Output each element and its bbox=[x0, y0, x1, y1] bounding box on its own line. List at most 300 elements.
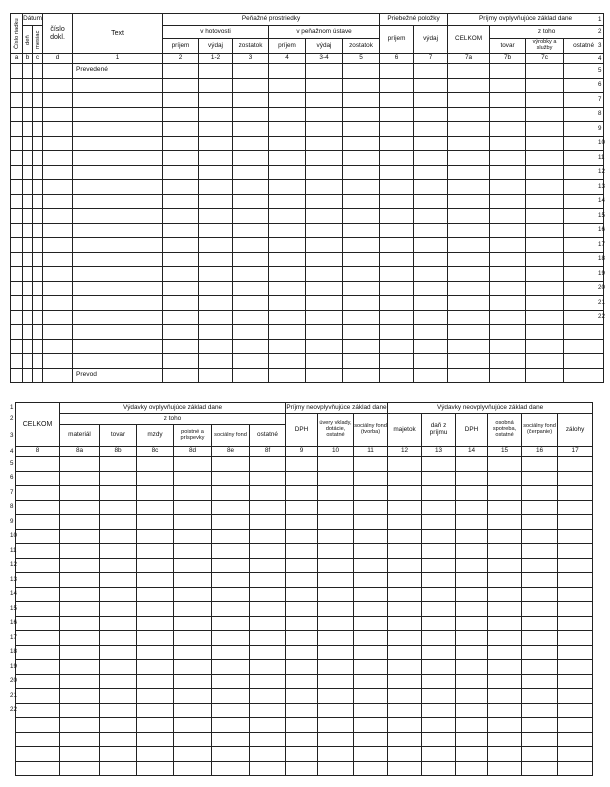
entry-cell[interactable] bbox=[414, 339, 448, 354]
entry-cell[interactable] bbox=[100, 500, 137, 515]
entry-cell[interactable] bbox=[318, 616, 354, 631]
entry-cell[interactable] bbox=[163, 238, 199, 253]
entry-cell[interactable] bbox=[306, 252, 343, 267]
entry-cell[interactable] bbox=[522, 558, 558, 573]
entry-cell[interactable] bbox=[422, 602, 456, 617]
entry-cell[interactable] bbox=[212, 747, 250, 762]
entry-cell[interactable] bbox=[414, 122, 448, 137]
entry-cell[interactable] bbox=[488, 747, 522, 762]
entry-cell[interactable] bbox=[380, 180, 414, 195]
entry-cell[interactable] bbox=[199, 223, 233, 238]
entry-cell[interactable] bbox=[318, 486, 354, 501]
entry-cell[interactable] bbox=[174, 457, 212, 472]
entry-cell[interactable] bbox=[33, 194, 43, 209]
entry-cell[interactable] bbox=[526, 151, 564, 166]
entry-cell[interactable] bbox=[212, 515, 250, 530]
entry-cell[interactable] bbox=[414, 136, 448, 151]
entry-cell[interactable] bbox=[526, 223, 564, 238]
entry-cell[interactable] bbox=[23, 165, 33, 180]
entry-cell[interactable] bbox=[174, 616, 212, 631]
entry-cell[interactable] bbox=[388, 529, 422, 544]
entry-cell[interactable] bbox=[558, 631, 593, 646]
entry-cell[interactable] bbox=[16, 515, 60, 530]
entry-cell[interactable] bbox=[286, 558, 318, 573]
entry-cell[interactable] bbox=[448, 136, 490, 151]
entry-cell[interactable] bbox=[522, 587, 558, 602]
entry-cell[interactable] bbox=[343, 354, 380, 369]
entry-cell[interactable] bbox=[388, 660, 422, 675]
entry-cell[interactable] bbox=[318, 689, 354, 704]
entry-cell[interactable] bbox=[490, 122, 526, 137]
entry-cell[interactable] bbox=[343, 339, 380, 354]
entry-cell[interactable] bbox=[380, 325, 414, 340]
entry-cell[interactable] bbox=[199, 339, 233, 354]
entry-cell[interactable] bbox=[137, 674, 174, 689]
entry-cell[interactable] bbox=[306, 93, 343, 108]
entry-cell[interactable] bbox=[100, 674, 137, 689]
entry-cell[interactable] bbox=[380, 78, 414, 93]
entry-cell[interactable] bbox=[422, 761, 456, 776]
entry-cell[interactable] bbox=[558, 747, 593, 762]
entry-cell[interactable] bbox=[286, 529, 318, 544]
entry-cell[interactable] bbox=[33, 107, 43, 122]
entry-cell[interactable] bbox=[448, 310, 490, 325]
entry-cell[interactable] bbox=[286, 602, 318, 617]
entry-cell[interactable] bbox=[354, 457, 388, 472]
entry-cell[interactable] bbox=[16, 674, 60, 689]
entry-cell[interactable] bbox=[343, 78, 380, 93]
entry-cell[interactable] bbox=[354, 747, 388, 762]
entry-cell[interactable] bbox=[422, 558, 456, 573]
entry-cell[interactable] bbox=[306, 78, 343, 93]
entry-cell[interactable] bbox=[100, 471, 137, 486]
entry-cell[interactable] bbox=[33, 238, 43, 253]
entry-cell[interactable] bbox=[354, 558, 388, 573]
entry-cell[interactable] bbox=[60, 457, 100, 472]
text-cell[interactable] bbox=[73, 354, 163, 369]
entry-cell[interactable] bbox=[11, 78, 23, 93]
entry-cell[interactable] bbox=[388, 587, 422, 602]
entry-cell[interactable] bbox=[318, 602, 354, 617]
entry-cell[interactable] bbox=[448, 122, 490, 137]
entry-cell[interactable] bbox=[380, 252, 414, 267]
entry-cell[interactable] bbox=[137, 761, 174, 776]
entry-cell[interactable] bbox=[522, 616, 558, 631]
entry-cell[interactable] bbox=[269, 296, 306, 311]
entry-cell[interactable] bbox=[306, 339, 343, 354]
entry-cell[interactable] bbox=[60, 573, 100, 588]
entry-cell[interactable] bbox=[388, 747, 422, 762]
entry-cell[interactable] bbox=[16, 703, 60, 718]
entry-cell[interactable] bbox=[306, 180, 343, 195]
entry-cell[interactable] bbox=[526, 136, 564, 151]
entry-cell[interactable] bbox=[233, 122, 269, 137]
entry-cell[interactable] bbox=[23, 252, 33, 267]
entry-cell[interactable] bbox=[456, 616, 488, 631]
entry-cell[interactable] bbox=[354, 486, 388, 501]
entry-cell[interactable] bbox=[343, 122, 380, 137]
text-cell[interactable] bbox=[73, 223, 163, 238]
entry-cell[interactable] bbox=[33, 281, 43, 296]
entry-cell[interactable] bbox=[233, 252, 269, 267]
entry-cell[interactable] bbox=[526, 238, 564, 253]
entry-cell[interactable] bbox=[388, 616, 422, 631]
entry-cell[interactable] bbox=[137, 718, 174, 733]
entry-cell[interactable] bbox=[11, 238, 23, 253]
entry-cell[interactable] bbox=[526, 107, 564, 122]
entry-cell[interactable] bbox=[212, 732, 250, 747]
entry-cell[interactable] bbox=[422, 573, 456, 588]
entry-cell[interactable] bbox=[448, 194, 490, 209]
entry-cell[interactable] bbox=[388, 602, 422, 617]
entry-cell[interactable] bbox=[490, 194, 526, 209]
entry-cell[interactable] bbox=[33, 252, 43, 267]
entry-cell[interactable] bbox=[354, 616, 388, 631]
entry-cell[interactable] bbox=[23, 238, 33, 253]
entry-cell[interactable] bbox=[174, 558, 212, 573]
entry-cell[interactable] bbox=[250, 573, 286, 588]
entry-cell[interactable] bbox=[456, 761, 488, 776]
entry-cell[interactable] bbox=[422, 486, 456, 501]
entry-cell[interactable] bbox=[11, 252, 23, 267]
entry-cell[interactable] bbox=[43, 78, 73, 93]
entry-cell[interactable] bbox=[250, 747, 286, 762]
entry-cell[interactable] bbox=[306, 136, 343, 151]
entry-cell[interactable] bbox=[526, 165, 564, 180]
entry-cell[interactable] bbox=[16, 631, 60, 646]
entry-cell[interactable] bbox=[456, 544, 488, 559]
entry-cell[interactable] bbox=[23, 281, 33, 296]
entry-cell[interactable] bbox=[199, 122, 233, 137]
entry-cell[interactable] bbox=[558, 544, 593, 559]
entry-cell[interactable] bbox=[174, 645, 212, 660]
entry-cell[interactable] bbox=[488, 689, 522, 704]
entry-cell[interactable] bbox=[490, 296, 526, 311]
entry-cell[interactable] bbox=[16, 544, 60, 559]
entry-cell[interactable] bbox=[306, 368, 343, 383]
entry-cell[interactable] bbox=[286, 457, 318, 472]
entry-cell[interactable] bbox=[456, 486, 488, 501]
entry-cell[interactable] bbox=[137, 529, 174, 544]
entry-cell[interactable] bbox=[526, 122, 564, 137]
entry-cell[interactable] bbox=[100, 631, 137, 646]
entry-cell[interactable] bbox=[526, 93, 564, 108]
entry-cell[interactable] bbox=[286, 616, 318, 631]
entry-cell[interactable] bbox=[163, 368, 199, 383]
entry-cell[interactable] bbox=[354, 718, 388, 733]
entry-cell[interactable] bbox=[212, 703, 250, 718]
entry-cell[interactable] bbox=[100, 660, 137, 675]
entry-cell[interactable] bbox=[33, 354, 43, 369]
text-cell[interactable] bbox=[73, 122, 163, 137]
entry-cell[interactable] bbox=[163, 194, 199, 209]
entry-cell[interactable] bbox=[488, 573, 522, 588]
entry-cell[interactable] bbox=[558, 587, 593, 602]
entry-cell[interactable] bbox=[60, 500, 100, 515]
entry-cell[interactable] bbox=[43, 107, 73, 122]
entry-cell[interactable] bbox=[163, 281, 199, 296]
entry-cell[interactable] bbox=[306, 238, 343, 253]
text-cell[interactable] bbox=[73, 252, 163, 267]
entry-cell[interactable] bbox=[16, 558, 60, 573]
entry-cell[interactable] bbox=[137, 500, 174, 515]
entry-cell[interactable] bbox=[43, 368, 73, 383]
entry-cell[interactable] bbox=[414, 368, 448, 383]
entry-cell[interactable] bbox=[163, 223, 199, 238]
entry-cell[interactable] bbox=[43, 151, 73, 166]
entry-cell[interactable] bbox=[380, 238, 414, 253]
entry-cell[interactable] bbox=[233, 194, 269, 209]
entry-cell[interactable] bbox=[23, 325, 33, 340]
entry-cell[interactable] bbox=[286, 471, 318, 486]
entry-cell[interactable] bbox=[414, 310, 448, 325]
entry-cell[interactable] bbox=[16, 457, 60, 472]
entry-cell[interactable] bbox=[318, 660, 354, 675]
entry-cell[interactable] bbox=[199, 368, 233, 383]
entry-cell[interactable] bbox=[522, 486, 558, 501]
entry-cell[interactable] bbox=[456, 732, 488, 747]
entry-cell[interactable] bbox=[199, 209, 233, 224]
entry-cell[interactable] bbox=[60, 529, 100, 544]
entry-cell[interactable] bbox=[233, 368, 269, 383]
entry-cell[interactable] bbox=[490, 223, 526, 238]
entry-cell[interactable] bbox=[354, 703, 388, 718]
entry-cell[interactable] bbox=[60, 602, 100, 617]
entry-cell[interactable] bbox=[60, 587, 100, 602]
entry-cell[interactable] bbox=[526, 325, 564, 340]
entry-cell[interactable] bbox=[16, 645, 60, 660]
entry-cell[interactable] bbox=[490, 78, 526, 93]
entry-cell[interactable] bbox=[137, 689, 174, 704]
entry-cell[interactable] bbox=[212, 587, 250, 602]
entry-cell[interactable] bbox=[269, 267, 306, 282]
entry-cell[interactable] bbox=[250, 645, 286, 660]
entry-cell[interactable] bbox=[318, 558, 354, 573]
entry-cell[interactable] bbox=[388, 471, 422, 486]
entry-cell[interactable] bbox=[490, 238, 526, 253]
entry-cell[interactable] bbox=[199, 354, 233, 369]
entry-cell[interactable] bbox=[318, 573, 354, 588]
entry-cell[interactable] bbox=[354, 689, 388, 704]
entry-cell[interactable] bbox=[233, 93, 269, 108]
entry-cell[interactable] bbox=[490, 64, 526, 79]
entry-cell[interactable] bbox=[174, 515, 212, 530]
entry-cell[interactable] bbox=[33, 93, 43, 108]
entry-cell[interactable] bbox=[526, 78, 564, 93]
entry-cell[interactable] bbox=[250, 703, 286, 718]
entry-cell[interactable] bbox=[137, 747, 174, 762]
entry-cell[interactable] bbox=[558, 732, 593, 747]
entry-cell[interactable] bbox=[286, 703, 318, 718]
entry-cell[interactable] bbox=[448, 339, 490, 354]
entry-cell[interactable] bbox=[490, 354, 526, 369]
entry-cell[interactable] bbox=[456, 747, 488, 762]
entry-cell[interactable] bbox=[343, 238, 380, 253]
entry-cell[interactable] bbox=[23, 223, 33, 238]
entry-cell[interactable] bbox=[343, 136, 380, 151]
entry-cell[interactable] bbox=[163, 151, 199, 166]
entry-cell[interactable] bbox=[11, 296, 23, 311]
entry-cell[interactable] bbox=[343, 281, 380, 296]
entry-cell[interactable] bbox=[354, 645, 388, 660]
entry-cell[interactable] bbox=[269, 122, 306, 137]
entry-cell[interactable] bbox=[558, 573, 593, 588]
entry-cell[interactable] bbox=[250, 631, 286, 646]
entry-cell[interactable] bbox=[250, 761, 286, 776]
entry-cell[interactable] bbox=[448, 180, 490, 195]
entry-cell[interactable] bbox=[522, 457, 558, 472]
entry-cell[interactable] bbox=[199, 93, 233, 108]
entry-cell[interactable] bbox=[16, 761, 60, 776]
entry-cell[interactable] bbox=[33, 267, 43, 282]
entry-cell[interactable] bbox=[11, 223, 23, 238]
text-cell[interactable] bbox=[73, 78, 163, 93]
text-cell[interactable] bbox=[73, 325, 163, 340]
entry-cell[interactable] bbox=[163, 165, 199, 180]
entry-cell[interactable] bbox=[16, 573, 60, 588]
entry-cell[interactable] bbox=[269, 223, 306, 238]
entry-cell[interactable] bbox=[212, 457, 250, 472]
entry-cell[interactable] bbox=[33, 339, 43, 354]
entry-cell[interactable] bbox=[269, 194, 306, 209]
entry-cell[interactable] bbox=[233, 354, 269, 369]
entry-cell[interactable] bbox=[380, 368, 414, 383]
entry-cell[interactable] bbox=[199, 194, 233, 209]
entry-cell[interactable] bbox=[488, 602, 522, 617]
entry-cell[interactable] bbox=[448, 209, 490, 224]
entry-cell[interactable] bbox=[100, 457, 137, 472]
entry-cell[interactable] bbox=[212, 471, 250, 486]
entry-cell[interactable] bbox=[522, 573, 558, 588]
entry-cell[interactable] bbox=[199, 165, 233, 180]
entry-cell[interactable] bbox=[199, 64, 233, 79]
entry-cell[interactable] bbox=[388, 703, 422, 718]
entry-cell[interactable] bbox=[414, 325, 448, 340]
entry-cell[interactable] bbox=[199, 252, 233, 267]
entry-cell[interactable] bbox=[318, 544, 354, 559]
entry-cell[interactable] bbox=[456, 602, 488, 617]
entry-cell[interactable] bbox=[163, 122, 199, 137]
entry-cell[interactable] bbox=[488, 500, 522, 515]
entry-cell[interactable] bbox=[448, 93, 490, 108]
entry-cell[interactable] bbox=[250, 500, 286, 515]
entry-cell[interactable] bbox=[233, 281, 269, 296]
entry-cell[interactable] bbox=[23, 93, 33, 108]
entry-cell[interactable] bbox=[522, 544, 558, 559]
entry-cell[interactable] bbox=[11, 310, 23, 325]
entry-cell[interactable] bbox=[414, 93, 448, 108]
entry-cell[interactable] bbox=[11, 151, 23, 166]
entry-cell[interactable] bbox=[212, 645, 250, 660]
entry-cell[interactable] bbox=[269, 325, 306, 340]
entry-cell[interactable] bbox=[163, 180, 199, 195]
entry-cell[interactable] bbox=[233, 339, 269, 354]
entry-cell[interactable] bbox=[414, 78, 448, 93]
entry-cell[interactable] bbox=[212, 674, 250, 689]
entry-cell[interactable] bbox=[388, 732, 422, 747]
entry-cell[interactable] bbox=[526, 354, 564, 369]
entry-cell[interactable] bbox=[286, 674, 318, 689]
entry-cell[interactable] bbox=[414, 209, 448, 224]
entry-cell[interactable] bbox=[174, 674, 212, 689]
entry-cell[interactable] bbox=[16, 587, 60, 602]
entry-cell[interactable] bbox=[388, 674, 422, 689]
entry-cell[interactable] bbox=[33, 165, 43, 180]
entry-cell[interactable] bbox=[448, 64, 490, 79]
entry-cell[interactable] bbox=[422, 500, 456, 515]
text-cell[interactable] bbox=[73, 339, 163, 354]
entry-cell[interactable] bbox=[43, 354, 73, 369]
text-cell[interactable] bbox=[73, 165, 163, 180]
entry-cell[interactable] bbox=[306, 194, 343, 209]
entry-cell[interactable] bbox=[488, 645, 522, 660]
entry-cell[interactable] bbox=[318, 747, 354, 762]
entry-cell[interactable] bbox=[250, 558, 286, 573]
entry-cell[interactable] bbox=[43, 223, 73, 238]
entry-cell[interactable] bbox=[422, 645, 456, 660]
entry-cell[interactable] bbox=[269, 310, 306, 325]
entry-cell[interactable] bbox=[269, 165, 306, 180]
entry-cell[interactable] bbox=[456, 718, 488, 733]
entry-cell[interactable] bbox=[306, 281, 343, 296]
entry-cell[interactable] bbox=[16, 689, 60, 704]
entry-cell[interactable] bbox=[488, 457, 522, 472]
entry-cell[interactable] bbox=[388, 457, 422, 472]
entry-cell[interactable] bbox=[488, 529, 522, 544]
entry-cell[interactable] bbox=[306, 325, 343, 340]
entry-cell[interactable] bbox=[522, 761, 558, 776]
entry-cell[interactable] bbox=[43, 136, 73, 151]
entry-cell[interactable] bbox=[488, 544, 522, 559]
entry-cell[interactable] bbox=[43, 122, 73, 137]
entry-cell[interactable] bbox=[174, 544, 212, 559]
entry-cell[interactable] bbox=[456, 689, 488, 704]
entry-cell[interactable] bbox=[163, 209, 199, 224]
entry-cell[interactable] bbox=[23, 354, 33, 369]
entry-cell[interactable] bbox=[212, 529, 250, 544]
entry-cell[interactable] bbox=[33, 296, 43, 311]
entry-cell[interactable] bbox=[414, 165, 448, 180]
entry-cell[interactable] bbox=[558, 471, 593, 486]
entry-cell[interactable] bbox=[526, 310, 564, 325]
entry-cell[interactable] bbox=[564, 339, 604, 354]
entry-cell[interactable] bbox=[163, 325, 199, 340]
entry-cell[interactable] bbox=[414, 252, 448, 267]
entry-cell[interactable] bbox=[250, 674, 286, 689]
entry-cell[interactable] bbox=[414, 180, 448, 195]
entry-cell[interactable] bbox=[448, 281, 490, 296]
entry-cell[interactable] bbox=[100, 747, 137, 762]
entry-cell[interactable] bbox=[456, 471, 488, 486]
entry-cell[interactable] bbox=[448, 151, 490, 166]
entry-cell[interactable] bbox=[422, 747, 456, 762]
text-cell[interactable]: Prevod bbox=[73, 368, 163, 383]
entry-cell[interactable] bbox=[490, 180, 526, 195]
entry-cell[interactable] bbox=[490, 267, 526, 282]
entry-cell[interactable] bbox=[380, 209, 414, 224]
entry-cell[interactable] bbox=[100, 544, 137, 559]
entry-cell[interactable] bbox=[388, 631, 422, 646]
entry-cell[interactable] bbox=[558, 486, 593, 501]
entry-cell[interactable] bbox=[233, 310, 269, 325]
entry-cell[interactable] bbox=[490, 368, 526, 383]
entry-cell[interactable] bbox=[422, 587, 456, 602]
entry-cell[interactable] bbox=[250, 660, 286, 675]
entry-cell[interactable] bbox=[163, 136, 199, 151]
entry-cell[interactable] bbox=[522, 645, 558, 660]
text-cell[interactable] bbox=[73, 296, 163, 311]
entry-cell[interactable] bbox=[558, 500, 593, 515]
